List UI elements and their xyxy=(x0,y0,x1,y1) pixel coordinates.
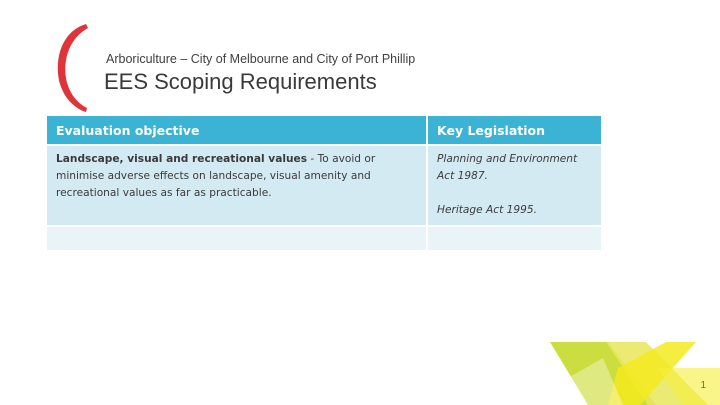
legislation-item: Planning and Environment Act 1987. xyxy=(437,153,578,182)
requirements-table xyxy=(47,116,601,250)
objective-description: - To avoid or minimise adverse effects on landscape, visual amenity and recreational values as far as practicable. xyxy=(56,153,376,199)
legislation-cell xyxy=(427,145,601,226)
objective-cell xyxy=(47,145,427,226)
header-key-legislation: Key Legislation xyxy=(427,116,601,145)
bracket-logo xyxy=(52,22,90,114)
table-row xyxy=(47,145,601,226)
objective-cell xyxy=(47,226,427,250)
corner-decoration xyxy=(548,338,720,405)
table-row xyxy=(47,226,601,250)
page-number: 1 xyxy=(700,380,706,391)
legislation-item: Heritage Act 1995. xyxy=(437,204,537,216)
slide-title: EES Scoping Requirements xyxy=(104,69,377,94)
table-header-row xyxy=(47,116,601,145)
slide-subtitle: Arboriculture – City of Melbourne and City of Port Phillip xyxy=(106,52,416,66)
header-evaluation-objective: Evaluation objective xyxy=(47,116,427,145)
objective-heading: Landscape, visual and recreational values xyxy=(56,153,308,165)
legislation-cell xyxy=(427,226,601,250)
